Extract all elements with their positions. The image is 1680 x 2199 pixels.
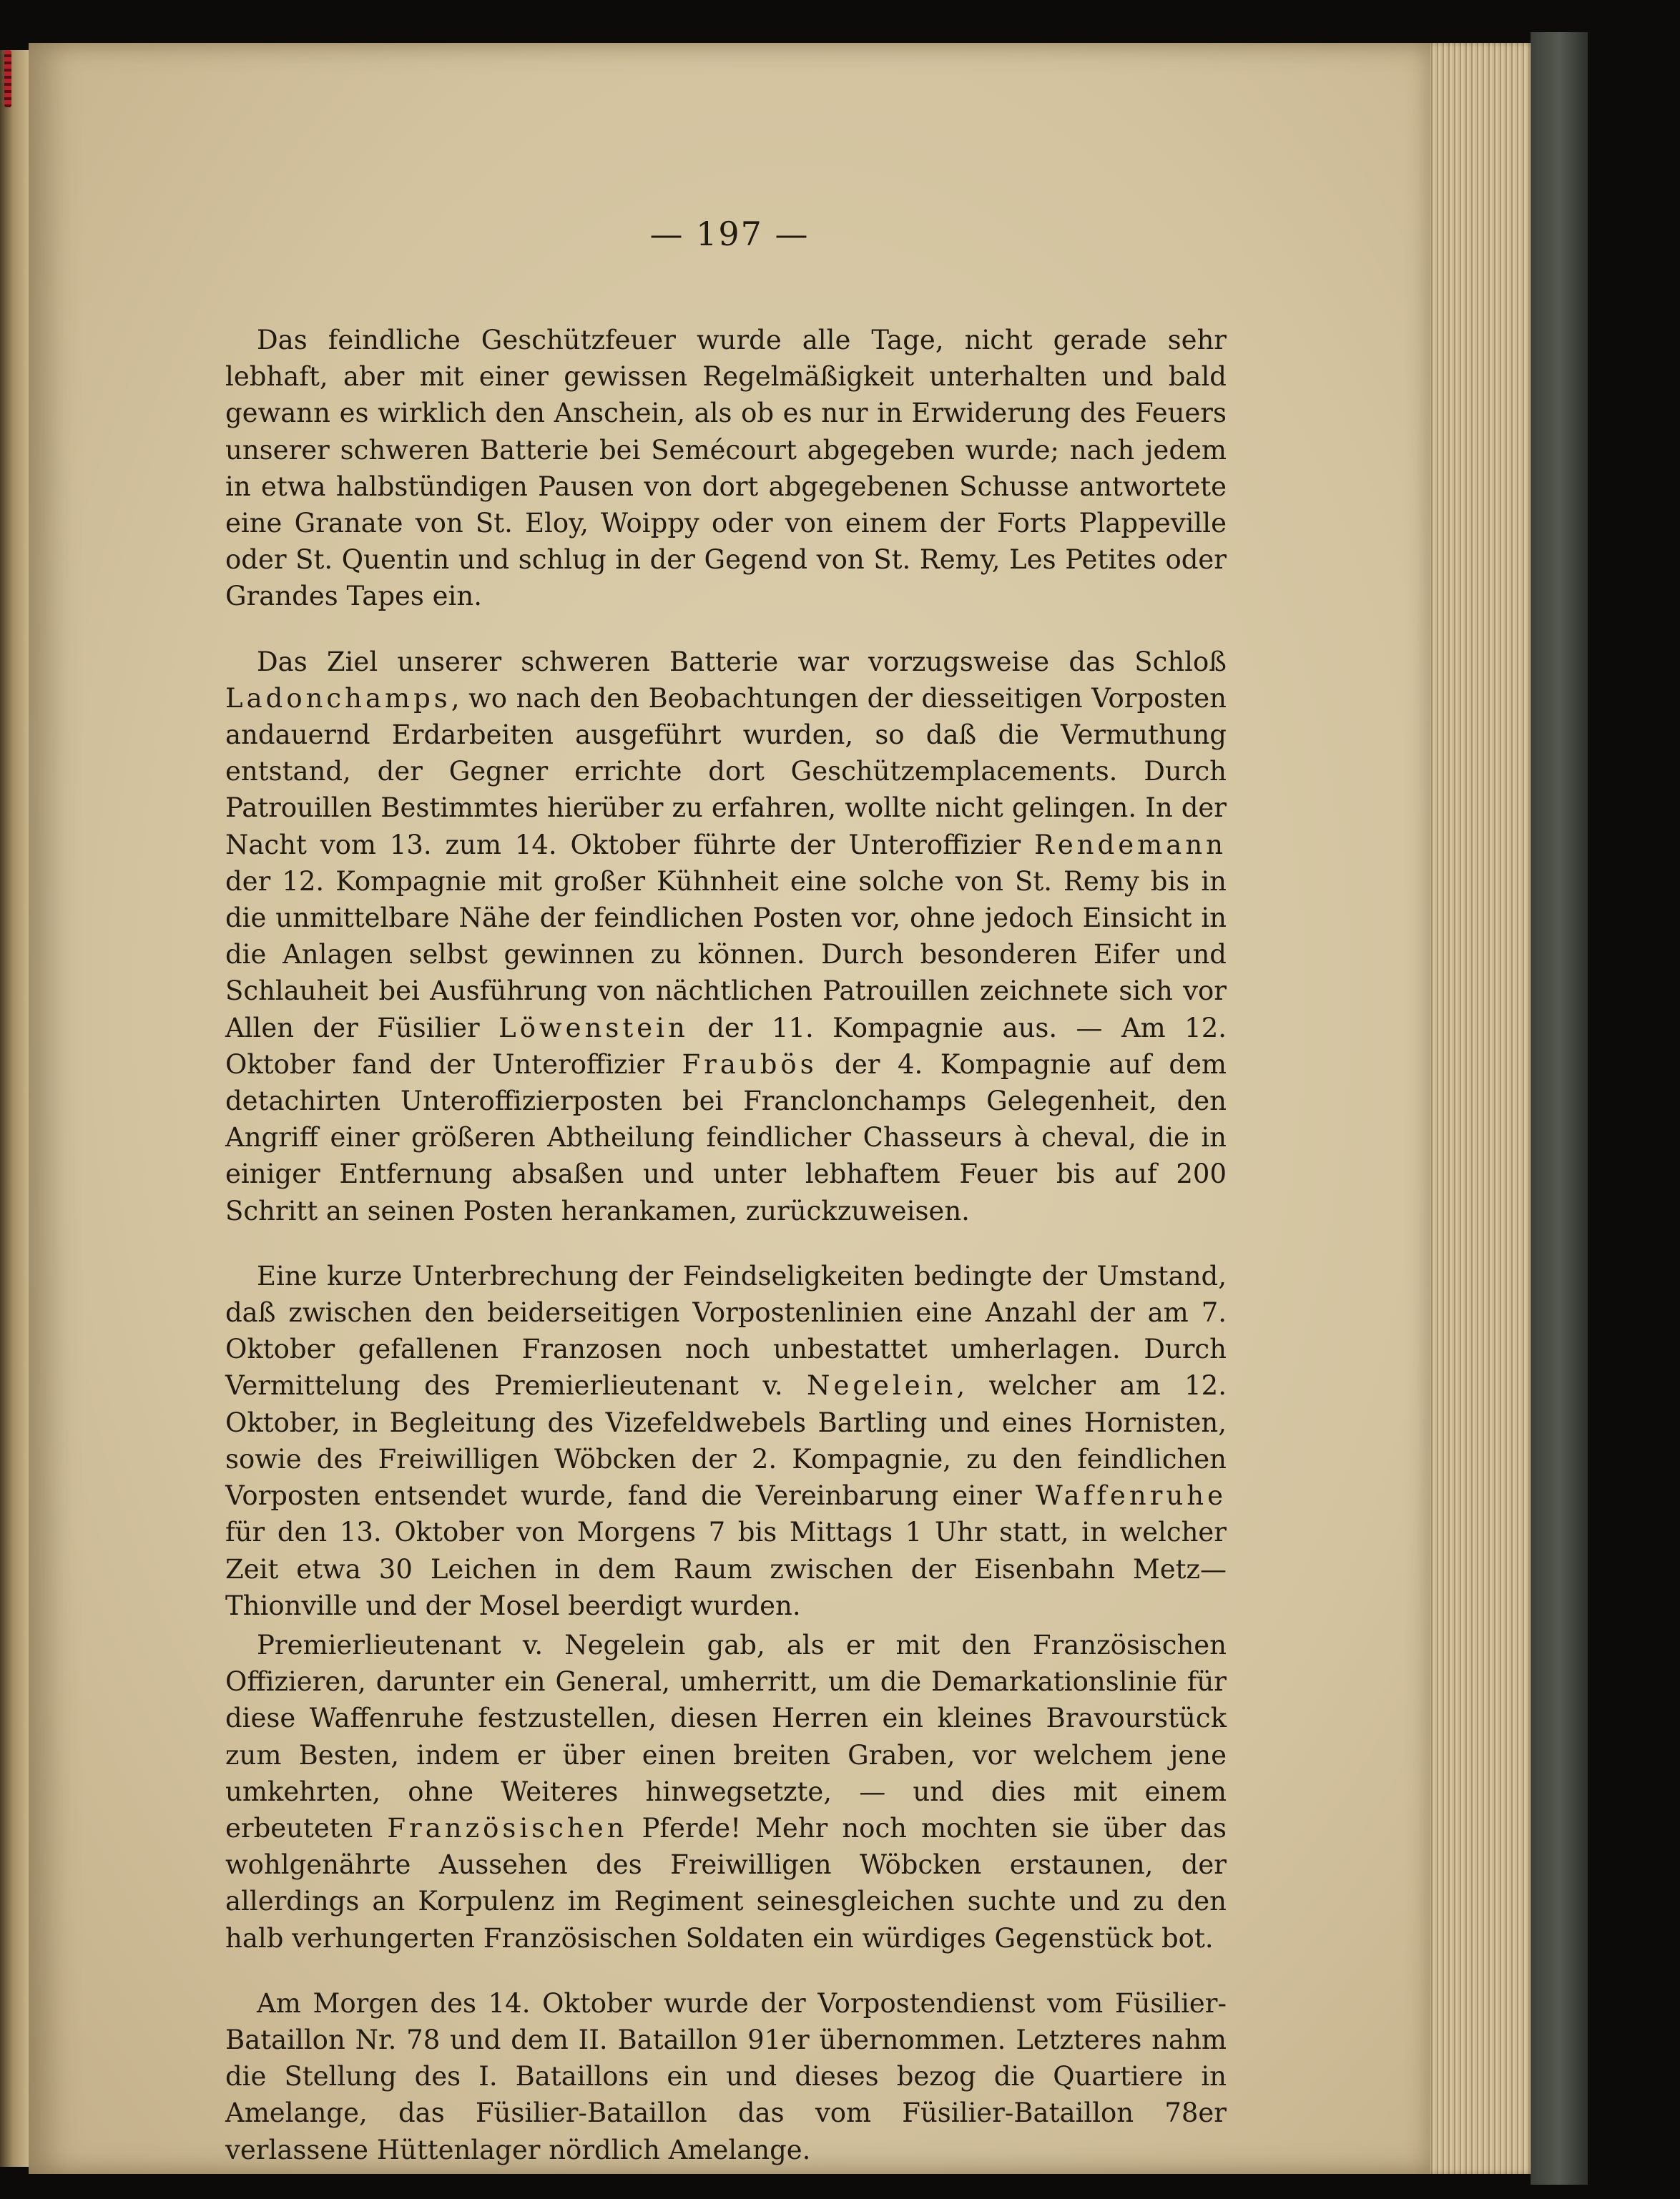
text-run: Das feindliche Geschützfeuer wurde alle Tage, nicht gerade sehr lebhaft, aber mit einer gewissen Regelmäßigkeit unterhalten und bald gewann es wirklich den Anschein, als ob es nur in Erwiderung des Feuers unserer schweren Batterie bei Semécourt abgegeben wurde; nach jedem in etwa halbstündigen Pausen von dort abgegebenen Schusse antwortete eine Granate von St. Eloy, Woippy oder von einem der Forts Plappeville oder St. Quentin und schlug in der Gegend von St. Remy, Les Petites oder Grandes Tapes ein.	[225, 325, 1227, 612]
text-run: , welcher am 12. Oktober, in Begleitung des Vizefeldwebels Bartling und eines Hornisten, sowie des Freiwilligen Wöbcken der 2. Kompagnie, zu den feindlichen Vorposten entsendet wurde, fand die Vereinbarung einer	[225, 1370, 1227, 1512]
paragraph-5	[225, 1985, 1227, 2168]
spaced-name: Rendemann	[1034, 829, 1227, 860]
spaced-word: Französischen	[387, 1812, 628, 1844]
text-run: der 4. Kompagnie auf dem detachirten Unteroffizierposten bei Franclonchamps Gelegenheit, den Angriff einer größeren Abtheilung feindlicher Chasseurs à cheval, die in einiger Entfernung absaßen und unter lebhaftem Feuer bis auf 200 Schritt an seinen Posten herankamen, zurückzuweisen.	[225, 1048, 1227, 1226]
page-number: — 197 —	[649, 215, 810, 253]
spaced-name: Löwenstein	[498, 1012, 689, 1043]
spaced-name: Fraubös	[682, 1048, 817, 1080]
page-stack-edge	[1423, 43, 1531, 2174]
text-run: Pferde! Mehr noch mochten sie über das wohlgenährte Aussehen des Freiwilligen Wöbcken erstaunen, der allerdings an Korpulenz im Regiment seinesgleichen suchte und zu den halb verhungerten Französischen Soldaten ein würdiges Gegenstück bot.	[225, 1812, 1227, 1954]
text-run: Am Morgen des 14. Oktober wurde der Vorpostendienst vom Füsilier-Bataillon Nr. 78 und dem II. Bataillon 91er übernommen. Letzteres nahm die Stellung des I. Bataillons ein und dieses bezog die Quartiere in Amelange, das Füsilier-Bataillon das vom Füsilier-Bataillon 78er verlassene Hüttenlager nördlich Amelange.	[225, 1987, 1227, 2165]
text-run: Eine kurze Unterbrechung der Feindseligkeiten bedingte der Umstand, daß zwischen den beiderseitigen Vorpostenlinien eine Anzahl der am 7. Oktober gefallenen Franzosen noch unbestattet umherlagen. Durch Vermittelung des Premierlieutenant v.	[225, 1260, 1227, 1402]
text-run: der 12. Kompagnie mit großer Kühnheit eine solche von St. Remy bis in die unmittelbare Nähe der feindlichen Posten vor, ohne jedoch Einsicht in die Anlagen selbst gewinnen zu können. Durch besonderen Eifer und Schlauheit bei Ausführung von nächtlichen Patrouillen zeichnete sich vor Allen der Füsilier	[225, 865, 1227, 1043]
paragraph-4	[225, 1627, 1227, 1957]
spaced-name: Ladonchamps	[225, 682, 451, 714]
spaced-word: Waffenruhe	[1035, 1480, 1227, 1512]
book-cover-board	[1531, 32, 1588, 2185]
text-run: Premierlieutenant v. Negelein gab, als er mit den Französischen Offizieren, darunter ein General, umherritt, um die Demarkationslinie für diese Waffenruhe festzustellen, diesen Herren ein kleines Bravourstück zum Besten, indem er über einen breiten Graben, vor welchem jene umkehrten, ohne Weiteres hinwegsetzte, — und dies mit einem erbeuteten	[225, 1629, 1227, 1844]
left-page-edge	[0, 50, 30, 2167]
paragraph-3	[225, 1258, 1227, 1624]
paragraph-1	[225, 322, 1227, 615]
bookmark-thread	[4, 50, 11, 107]
text-run: , wo nach den Beobachtungen der diesseitigen Vorposten andauernd Erdarbeiten ausgeführt wurden, so daß die Vermuthung entstand, der Gegner errichte dort Geschützemplacements. Durch Patrouillen Bestimmtes hierüber zu erfahren, wollte nicht gelingen. In der Nacht vom 13. zum 14. Oktober führte der Unteroffizier	[225, 682, 1227, 860]
text-run: der 11. Kompagnie aus. — Am 12. Oktober fand der Unteroffizier	[225, 1012, 1227, 1080]
body-text	[225, 322, 1227, 2168]
paragraph-2	[225, 644, 1227, 1229]
page-sheet	[29, 43, 1430, 2174]
text-run: für den 13. Oktober von Morgens 7 bis Mittags 1 Uhr statt, in welcher Zeit etwa 30 Leichen in dem Raum zwischen der Eisenbahn Metz—Thionville und der Mosel beerdigt wurden.	[225, 1517, 1227, 1621]
text-run: Das Ziel unserer schweren Batterie war vorzugsweise das Schloß	[257, 646, 1227, 677]
spaced-name: Negelein	[807, 1370, 957, 1402]
